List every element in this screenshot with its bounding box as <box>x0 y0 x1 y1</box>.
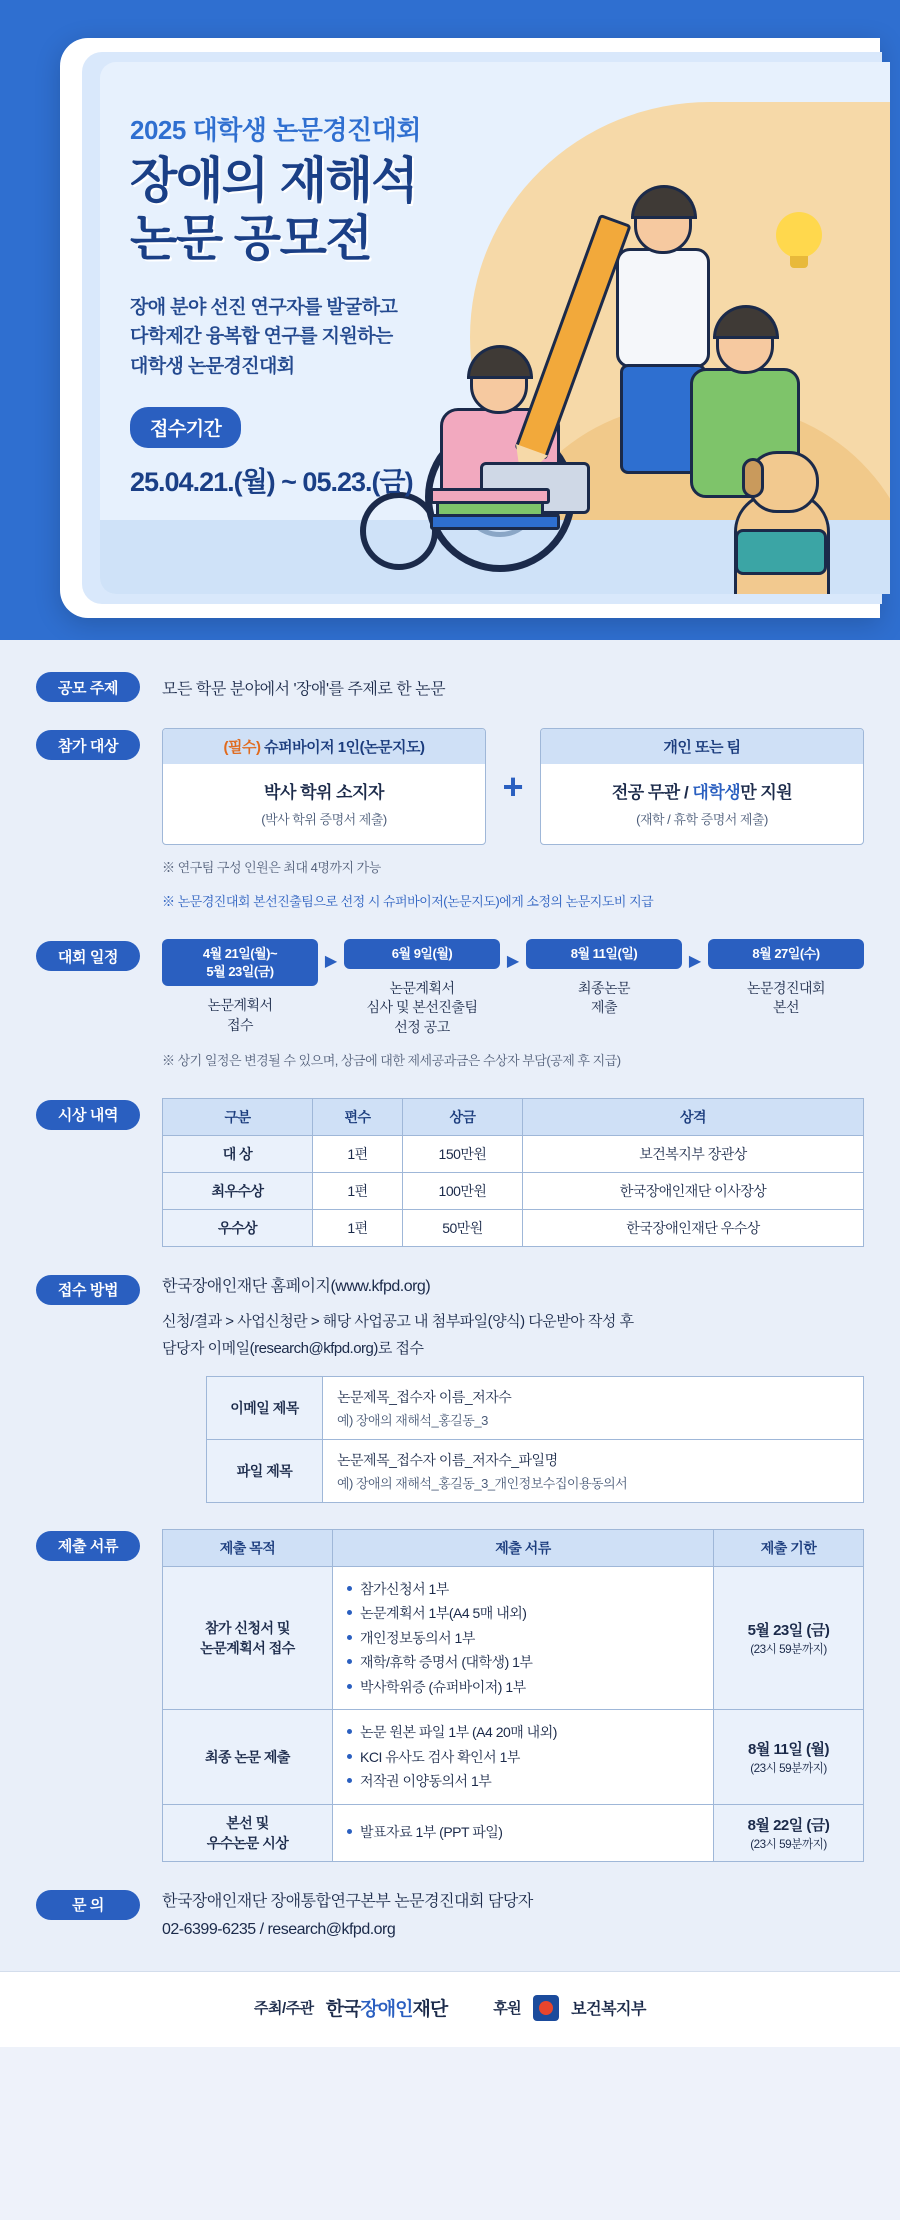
schedule-step <box>526 939 682 1018</box>
hero-banner <box>0 0 900 640</box>
apply-naming-key: 파일 제목 <box>207 1439 323 1502</box>
prize-header-cell: 상금 <box>403 1098 523 1135</box>
contact-line1: 한국장애인재단 장애통합연구본부 논문경진대회 담당자 <box>162 1892 533 1910</box>
list-item: 논문 원본 파일 1부 (A4 20매 내외) <box>347 1720 699 1745</box>
hero-desc-line1: 장애 분야 선진 연구자를 발굴하고 <box>130 296 398 318</box>
hero-kicker: 2025 대학생 논문경진대회 <box>130 115 421 145</box>
content-area <box>0 640 900 1945</box>
hero-title-line2: 논문 공모전 <box>130 211 372 266</box>
schedule-step-label: 최종논문 제출 <box>577 979 631 1016</box>
footer-sponsor-label: 후원 <box>493 2000 522 2018</box>
section-contact <box>36 1888 864 1946</box>
footer-host <box>254 1994 447 2021</box>
section-tag-apply: 접수 방법 <box>36 1275 140 1305</box>
documents-purpose: 최종 논문 제출 <box>163 1710 333 1805</box>
documents-deadline-sub: (23시 59분까지) <box>750 1837 827 1851</box>
documents-header-row <box>163 1529 864 1566</box>
target-applicant-line2: (재학 / 휴학 증명서 제출) <box>636 812 768 827</box>
footer <box>0 1971 900 2047</box>
section-tag-prize: 시상 내역 <box>36 1100 140 1130</box>
documents-header-cell: 제출 목적 <box>163 1529 333 1566</box>
apply-path: 신청/결과 > 사업신청란 > 해당 사업공고 내 첨부파일(양식) 다운받아 작성 후 <box>162 1312 634 1330</box>
table-row <box>163 1710 864 1805</box>
documents-items <box>333 1804 714 1861</box>
list-item: 저작권 이양동의서 1부 <box>347 1769 699 1794</box>
footer-sponsor-name: 보건복지부 <box>571 2001 646 2019</box>
list-item: 박사학위증 (슈퍼바이저) 1부 <box>347 1675 699 1700</box>
prize-table-header-row <box>163 1098 864 1135</box>
footer-sponsor <box>493 1995 646 2021</box>
target-applicant-line1-a: 전공 무관 / <box>611 783 693 802</box>
prize-header-cell: 편수 <box>313 1098 403 1135</box>
schedule-step-label: 논문계획서 접수 <box>207 997 273 1033</box>
documents-header-cell: 제출 서류 <box>333 1529 714 1566</box>
target-box-supervisor <box>162 728 486 845</box>
topic-text: 모든 학문 분야에서 '장애'를 주제로 한 논문 <box>162 681 446 698</box>
table-row <box>163 1209 864 1246</box>
documents-deadline: 8월 11일 (월) <box>748 1740 829 1758</box>
section-tag-contact: 문 의 <box>36 1890 140 1920</box>
table-row <box>163 1135 864 1172</box>
table-row <box>207 1376 864 1439</box>
prize-cell: 100만원 <box>403 1172 523 1209</box>
schedule-step-date: 6월 9일(월) <box>344 939 500 969</box>
prize-cell: 1편 <box>313 1172 403 1209</box>
target-supervisor-line2: (박사 학위 증명서 제출) <box>261 812 387 827</box>
section-target <box>36 728 864 913</box>
documents-deadline-sub: (23시 59분까지) <box>750 1761 827 1775</box>
apply-naming-value-cell <box>323 1376 864 1439</box>
target-applicant-line1 <box>541 778 863 803</box>
prize-cell: 한국장애인재단 우수상 <box>523 1209 864 1246</box>
prize-cell: 최우수상 <box>163 1172 313 1209</box>
documents-deadline-cell <box>714 1710 864 1805</box>
apply-naming-value: 논문제목_접수자 이름_저자수 <box>337 1388 512 1405</box>
contact-line2: 02-6399-6235 / research@kfpd.org <box>162 1921 396 1939</box>
target-required-label: (필수) <box>223 739 261 756</box>
table-row <box>163 1566 864 1710</box>
target-applicant-head: 개인 또는 팀 <box>541 729 863 764</box>
table-row <box>207 1439 864 1502</box>
prize-cell: 보건복지부 장관상 <box>523 1135 864 1172</box>
apply-naming-example: 예) 장애의 재해석_홍길동_3_개인정보수집이용동의서 <box>337 1475 628 1491</box>
section-topic <box>36 670 864 702</box>
plus-icon: + <box>502 765 524 807</box>
schedule-note: ※ 상기 일정은 변경될 수 있으며, 상금에 대한 제세공과금은 수상자 부담(공제 후 지급) <box>162 1052 621 1068</box>
documents-header-cell: 제출 기한 <box>714 1529 864 1566</box>
documents-deadline-cell <box>714 1566 864 1710</box>
prize-cell: 50만원 <box>403 1209 523 1246</box>
list-item: 참가신청서 1부 <box>347 1577 699 1602</box>
list-item: KCI 유사도 검사 확인서 1부 <box>347 1745 699 1770</box>
target-supervisor-head <box>163 729 485 764</box>
documents-deadline-cell <box>714 1804 864 1861</box>
government-emblem-icon <box>533 1995 559 2021</box>
list-item: 발표자료 1부 (PPT 파일) <box>347 1820 699 1845</box>
schedule-step-date: 8월 27일(수) <box>708 939 864 969</box>
schedule-step <box>708 939 864 1018</box>
section-tag-topic: 공모 주제 <box>36 672 140 702</box>
target-applicant-highlight: 대학생 <box>692 783 741 802</box>
prize-cell: 1편 <box>313 1209 403 1246</box>
documents-items <box>333 1566 714 1710</box>
list-item: 논문계획서 1부(A4 5매 내외) <box>347 1601 699 1626</box>
documents-items <box>333 1710 714 1805</box>
documents-purpose: 본선 및 우수논문 시상 <box>163 1804 333 1861</box>
prize-header-cell: 상격 <box>523 1098 864 1135</box>
apply-naming-table <box>206 1376 864 1503</box>
apply-homepage: 한국장애인재단 홈페이지(www.kfpd.org) <box>162 1277 431 1295</box>
table-row <box>163 1804 864 1861</box>
target-box-applicant <box>540 728 864 845</box>
hero-desc-line2: 다학제간 융복합 연구를 지원하는 <box>130 326 393 348</box>
wheelchair-small-wheel-icon <box>360 492 438 570</box>
target-note-2: ※ 논문경진대회 본선진출팀으로 선정 시 슈퍼바이저(논문지도)에게 소정의 논문지도비 지급 <box>162 894 654 910</box>
footer-host-label: 주최/주관 <box>254 2000 314 2018</box>
target-supervisor-head-rest: 슈퍼바이저 1인(논문지도) <box>260 739 425 756</box>
period-badge: 접수기간 <box>130 407 241 448</box>
table-row <box>163 1172 864 1209</box>
apply-naming-key: 이메일 제목 <box>207 1376 323 1439</box>
schedule-step-date: 8월 11일(일) <box>526 939 682 969</box>
schedule-step <box>344 939 500 1037</box>
chevron-right-icon: ▶ <box>324 953 338 971</box>
chevron-right-icon: ▶ <box>688 953 702 971</box>
prize-header-cell: 구분 <box>163 1098 313 1135</box>
period-value: 25.04.21.(월) ~ 05.23.(금) <box>130 466 413 497</box>
chevron-right-icon: ▶ <box>506 953 520 971</box>
schedule-step <box>162 939 318 1035</box>
list-item: 재학/휴학 증명서 (대학생) 1부 <box>347 1650 699 1675</box>
hero-title-line1: 장애의 재해석 <box>130 154 418 208</box>
section-tag-target: 참가 대상 <box>36 730 140 760</box>
apply-naming-value-cell <box>323 1439 864 1502</box>
prize-cell: 우수상 <box>163 1209 313 1246</box>
prize-cell: 1편 <box>313 1135 403 1172</box>
books-illustration <box>430 491 560 530</box>
schedule-steps <box>162 939 864 1037</box>
target-note-1: ※ 연구팀 구성 인원은 최대 4명까지 가능 <box>162 860 381 875</box>
schedule-step-date: 4월 21일(월)~ 5월 23일(금) <box>162 939 318 986</box>
prize-cell: 한국장애인재단 이사장상 <box>523 1172 864 1209</box>
prize-cell: 150만원 <box>403 1135 523 1172</box>
apply-naming-example: 예) 장애의 재해석_홍길동_3 <box>337 1412 488 1428</box>
lightbulb-icon <box>776 212 822 258</box>
section-tag-schedule: 대회 일정 <box>36 941 140 971</box>
schedule-step-label: 논문계획서 심사 및 본선진출팀 선정 공고 <box>366 979 478 1035</box>
hero-text-block <box>130 110 421 499</box>
prize-cell: 대 상 <box>163 1135 313 1172</box>
guide-dog-illustration <box>734 492 830 594</box>
hero-desc-line3: 대학생 논문경진대회 <box>130 355 295 377</box>
documents-deadline-sub: (23시 59분까지) <box>750 1642 827 1656</box>
section-documents <box>36 1529 864 1862</box>
section-schedule <box>36 939 864 1071</box>
kfpd-logo: 한국장애인재단 <box>325 1999 448 2021</box>
section-prize <box>36 1098 864 1247</box>
section-apply <box>36 1273 864 1503</box>
documents-deadline: 5월 23일 (금) <box>747 1621 830 1639</box>
documents-table <box>162 1529 864 1862</box>
list-item: 개인정보동의서 1부 <box>347 1626 699 1651</box>
documents-purpose: 참가 신청서 및 논문계획서 접수 <box>163 1566 333 1710</box>
schedule-step-label: 논문경진대회 본선 <box>746 979 826 1016</box>
apply-email: 담당자 이메일(research@kfpd.org)로 접수 <box>162 1340 424 1358</box>
prize-table <box>162 1098 864 1247</box>
section-tag-documents: 제출 서류 <box>36 1531 140 1561</box>
apply-naming-value: 논문제목_접수자 이름_저자수_파일명 <box>337 1451 558 1468</box>
target-supervisor-line1: 박사 학위 소지자 <box>264 783 384 802</box>
documents-deadline: 8월 22일 (금) <box>747 1816 830 1834</box>
target-applicant-line1-c: 만 지원 <box>740 783 793 802</box>
